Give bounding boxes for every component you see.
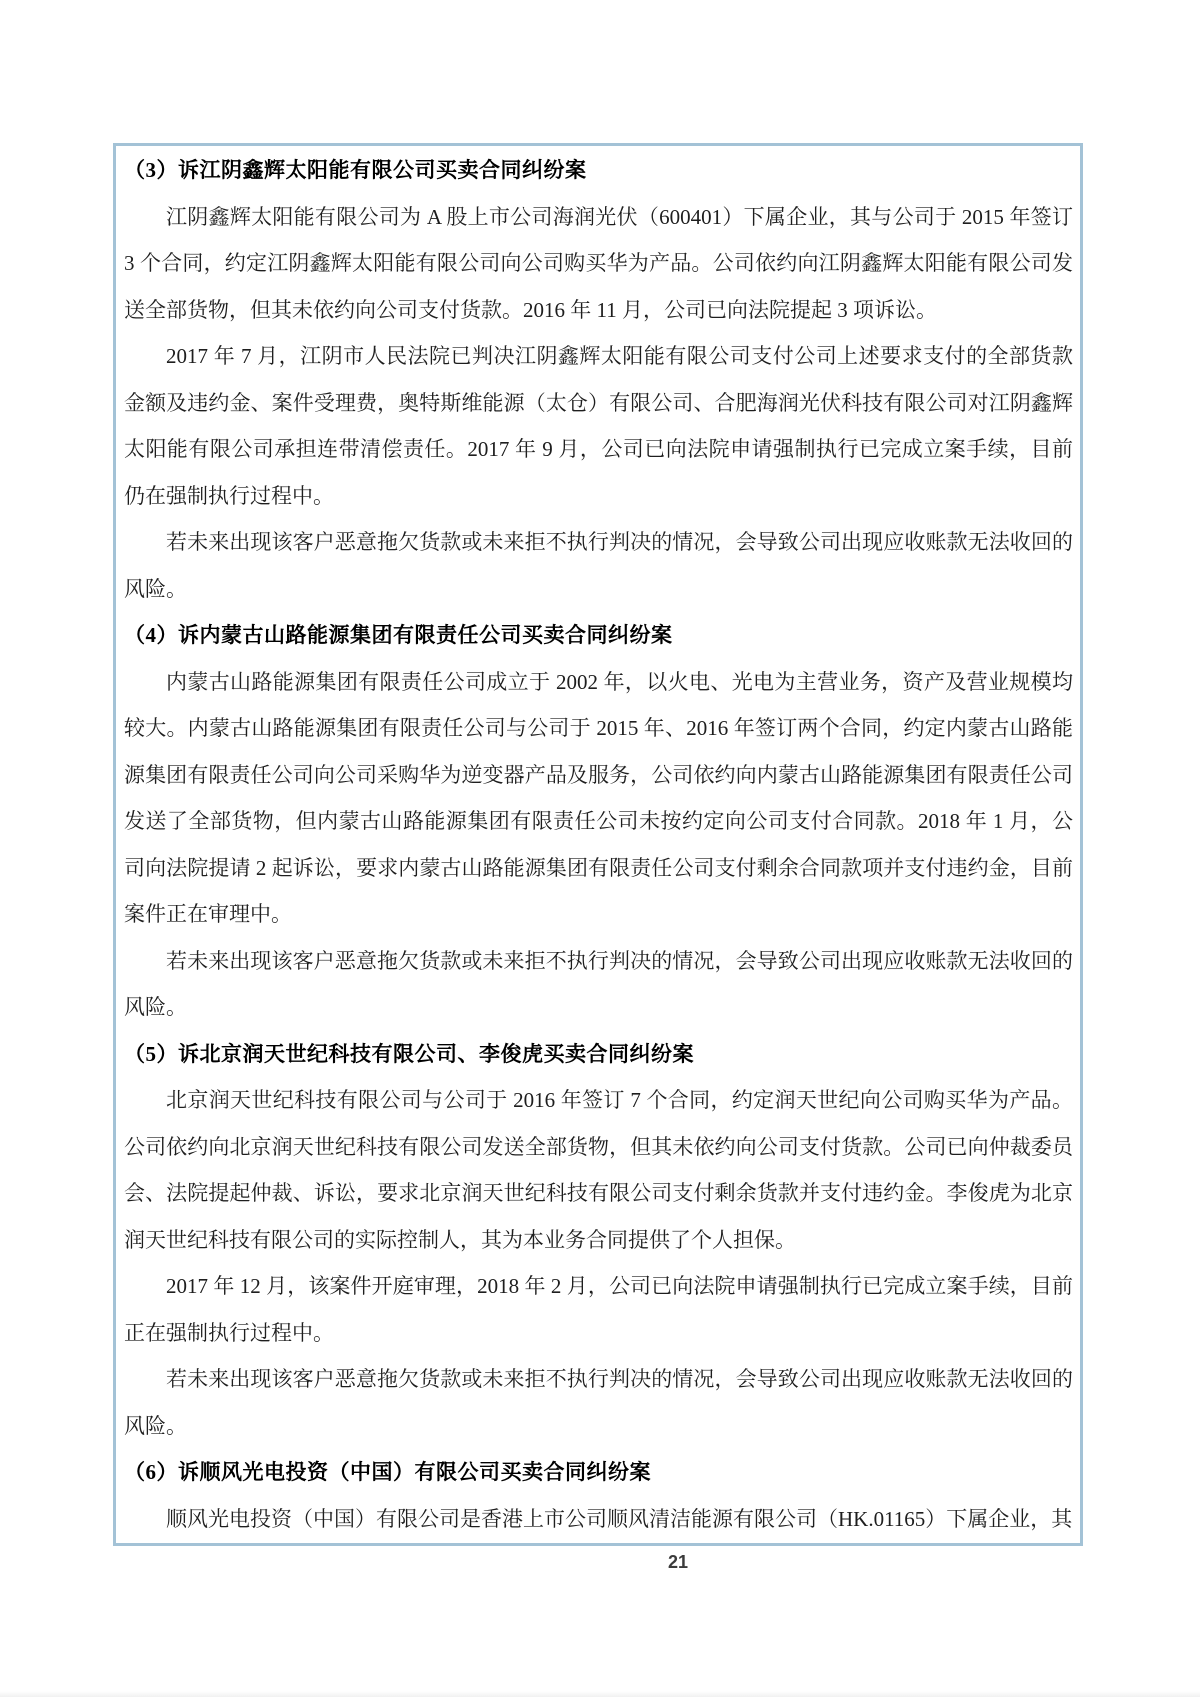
case-section-5	[124, 1031, 1073, 1450]
case-3-paragraph: 2017 年 7 月，江阴市人民法院已判决江阴鑫辉太阳能有限公司支付公司上述要求支付的全部货款金额及违约金、案件受理费，奥特斯维能源（太仓）有限公司、合肥海润光伏科技有限公司对江阴鑫辉太阳能有限公司承担连带清偿责任。2017 年 9 月，公司已向法院申请强制执行已完成立案手续，目前仍在强制执行过程中。	[124, 344, 1073, 508]
case-5-paragraph: 2017 年 12 月，该案件开庭审理，2018 年 2 月，公司已向法院申请强制执行已完成立案手续，目前正在强制执行过程中。	[124, 1274, 1073, 1345]
case-4-paragraph: 内蒙古山路能源集团有限责任公司成立于 2002 年，以火电、光电为主营业务，资产及营业规模均较大。内蒙古山路能源集团有限责任公司与公司于 2015 年、2016 年签订两个合同，约定内蒙古山路能源集团有限责任公司向公司采购华为逆变器产品及服务，公司依约向内蒙古山路能源集团有限责任公司发送了全部货物，但内蒙古山路能源集团有限责任公司未按约定向公司支付合同款。2018 年 1 月，公司向法院提请 2 起诉讼，要求内蒙古山路能源集团有限责任公司支付剩余合同款项并支付违约金，目前案件正在审理中。	[124, 669, 1073, 926]
case-3-paragraph: 江阴鑫辉太阳能有限公司为 A 股上市公司海润光伏（600401）下属企业，其与公司于 2015 年签订 3 个合同，约定江阴鑫辉太阳能有限公司向公司购买华为产品。公司依约向江阴鑫辉太阳能有限公司发送全部货物，但其未依约向公司支付货款。2016 年 11 月，公司已向法院提起 3 项诉讼。	[124, 204, 1073, 322]
case-5-paragraph: 若未来出现该客户恶意拖欠货款或未来拒不执行判决的情况，会导致公司出现应收账款无法收回的风险。	[124, 1367, 1073, 1438]
case-4-paragraph: 若未来出现该客户恶意拖欠货款或未来拒不执行判决的情况，会导致公司出现应收账款无法收回的风险。	[124, 948, 1073, 1019]
case-section-3	[124, 147, 1073, 612]
case-6-paragraph: 顺风光电投资（中国）有限公司是香港上市公司顺风清洁能源有限公司（HK.01165）下属企业，其	[166, 1506, 1073, 1531]
case-section-4	[124, 612, 1073, 1031]
case-3-heading: （3）诉江阴鑫辉太阳能有限公司买卖合同纠纷案	[124, 158, 587, 182]
case-4-heading: （4）诉内蒙古山路能源集团有限责任公司买卖合同纠纷案	[124, 623, 673, 647]
case-5-paragraph: 北京润天世纪科技有限公司与公司于 2016 年签订 7 个合同，约定润天世纪向公司购买华为产品。公司依约向北京润天世纪科技有限公司发送全部货物，但其未依约向公司支付货款。公司已向仲裁委员会、法院提起仲裁、诉讼，要求北京润天世纪科技有限公司支付剩余货款并支付违约金。李俊虎为北京润天世纪科技有限公司的实际控制人，其为本业务合同提供了个人担保。	[124, 1088, 1073, 1252]
case-6-heading: （6）诉顺风光电投资（中国）有限公司买卖合同纠纷案	[124, 1460, 651, 1484]
case-5-heading: （5）诉北京润天世纪科技有限公司、李俊虎买卖合同纠纷案	[124, 1041, 694, 1066]
scan-edge-shadow	[0, 1691, 1200, 1697]
litigation-cases-text-box	[113, 143, 1083, 1546]
page-number: 21	[667, 1552, 689, 1572]
case-3-paragraph: 若未来出现该客户恶意拖欠货款或未来拒不执行判决的情况，会导致公司出现应收账款无法收回的风险。	[124, 530, 1073, 601]
case-section-6	[124, 1449, 1073, 1542]
